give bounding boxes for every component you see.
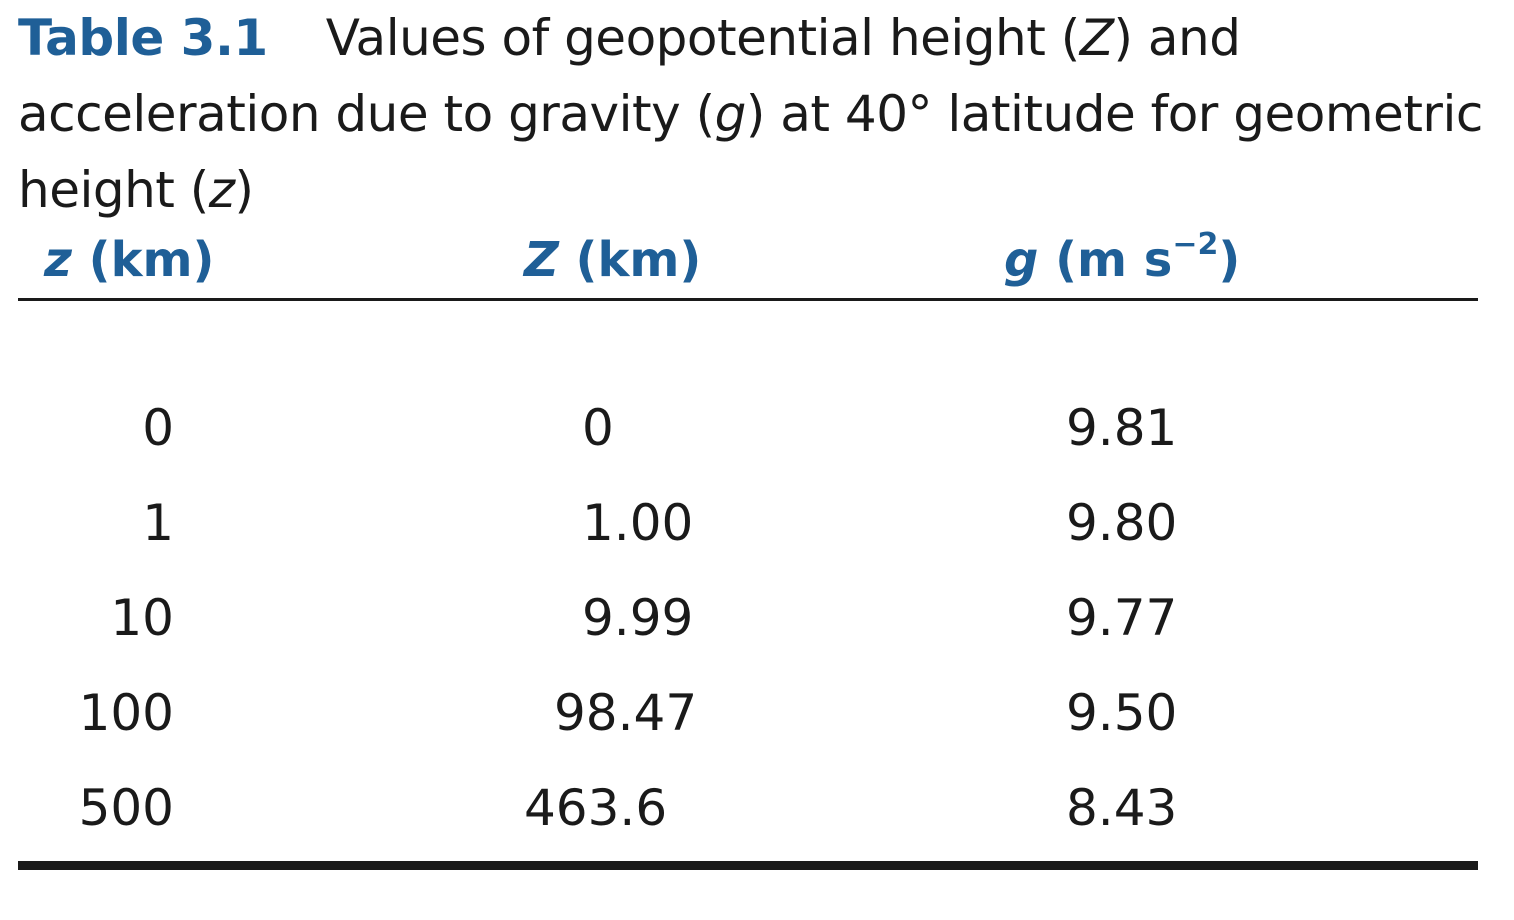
column-header-z-symbol: z <box>44 232 72 288</box>
cell-g-row1: 9.81 <box>1066 399 1178 457</box>
column-header-g-unit-suffix: ) <box>1218 232 1241 288</box>
caption-var-z: z <box>208 161 235 219</box>
cell-g-row4: 9.50 <box>1066 684 1178 742</box>
caption-var-Z: Z <box>1079 9 1114 67</box>
cell-z-row3: 10 <box>110 589 174 647</box>
caption-text-1: Values of geopotential height ( <box>325 9 1080 67</box>
column-header-z <box>44 228 214 292</box>
cell-g-row3: 9.77 <box>1066 589 1178 647</box>
cell-z-row5: 500 <box>78 779 174 837</box>
cell-Z-row5: 463.6 <box>524 779 668 837</box>
cell-Z-row4: 98.47 <box>554 684 698 742</box>
cell-z-row2: 1 <box>142 494 174 552</box>
caption-text-2: ) and acceleration due to gravity ( <box>18 9 1241 143</box>
table-bottom-rule <box>18 861 1478 870</box>
cell-g-row2: 9.80 <box>1066 494 1178 552</box>
cell-z-row4: 100 <box>78 684 174 742</box>
column-header-Z <box>524 228 701 292</box>
column-header-g-unit-prefix: (m s <box>1055 232 1173 288</box>
column-header-g <box>1004 228 1240 292</box>
caption-var-g: g <box>714 85 746 143</box>
column-header-Z-unit: (km) <box>575 232 702 288</box>
caption-text-3: ) at 40° latitude for geometric height ( <box>18 85 1483 219</box>
column-header-Z-symbol: Z <box>524 232 559 288</box>
table-caption <box>18 0 1498 228</box>
cell-Z-row2: 1.00 <box>582 494 694 552</box>
cell-Z-row3: 9.99 <box>582 589 694 647</box>
cell-g-row5: 8.43 <box>1066 779 1178 837</box>
column-header-g-symbol: g <box>1004 232 1039 288</box>
caption-text-4: ) <box>234 161 254 219</box>
table-top-rule <box>18 298 1478 301</box>
cell-Z-row1: 0 <box>582 399 614 457</box>
column-header-z-unit: (km) <box>88 232 215 288</box>
column-header-g-unit-exponent: −2 <box>1172 227 1219 262</box>
table-label: Table 3.1 <box>18 9 268 67</box>
cell-z-row1: 0 <box>142 399 174 457</box>
